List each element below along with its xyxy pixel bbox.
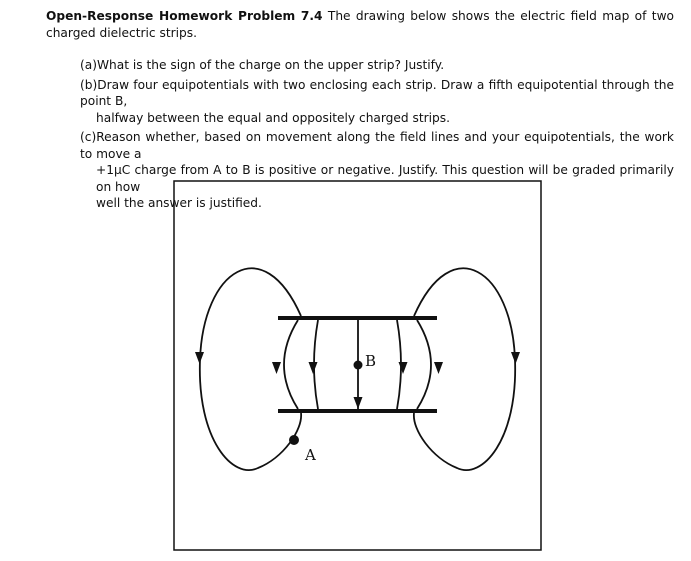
field-arrow-outer-left [195,352,204,364]
field-arrow-inner-4 [434,362,443,374]
problem-heading: Open-Response Homework Problem 7.4 [46,9,323,23]
problem-intro [46,8,674,42]
point-a-label: A [305,446,316,464]
point-a-dot [289,435,299,445]
field-arrow-inner-3 [399,362,408,374]
field-arrow-inner-1 [272,362,281,374]
field-line-outer-right [414,268,515,470]
field-line-inner-1 [284,320,298,409]
point-b-label: B [365,352,377,370]
part-b-label: (b) [80,77,98,92]
part-b-line2: halfway between the equal and oppositely charged strips. [96,110,451,125]
field-arrow-outer-right [511,352,520,364]
field-line-inner-4 [417,320,431,409]
part-c-label: (c) [80,130,97,144]
part-a [80,57,674,74]
point-b-dot [354,361,363,370]
part-c-line2: +1μC charge from A to B is positive or negative. Justify. This question will be graded primarily on how [96,163,674,194]
field-map-figure [173,180,542,551]
part-a-label: (a) [80,58,97,72]
part-c-line3: well the answer is justified. [96,196,262,210]
part-c-line1: Reason whether, based on movement along the field lines and your equipotentials, the work to move a [80,130,674,161]
part-b-line1: Draw four equipotentials with two enclosing each strip. Draw a fifth equipotential through the point B, [80,77,674,108]
part-a-text: What is the sign of the charge on the upper strip? Justify. [96,58,445,72]
field-arrow-center [354,397,363,409]
field-line-outer-left [200,268,301,470]
field-arrow-inner-2 [309,362,318,374]
part-b [80,77,674,127]
problem-intro-text: The drawing below shows the electric field map of two charged dielectric strips. [46,9,674,40]
